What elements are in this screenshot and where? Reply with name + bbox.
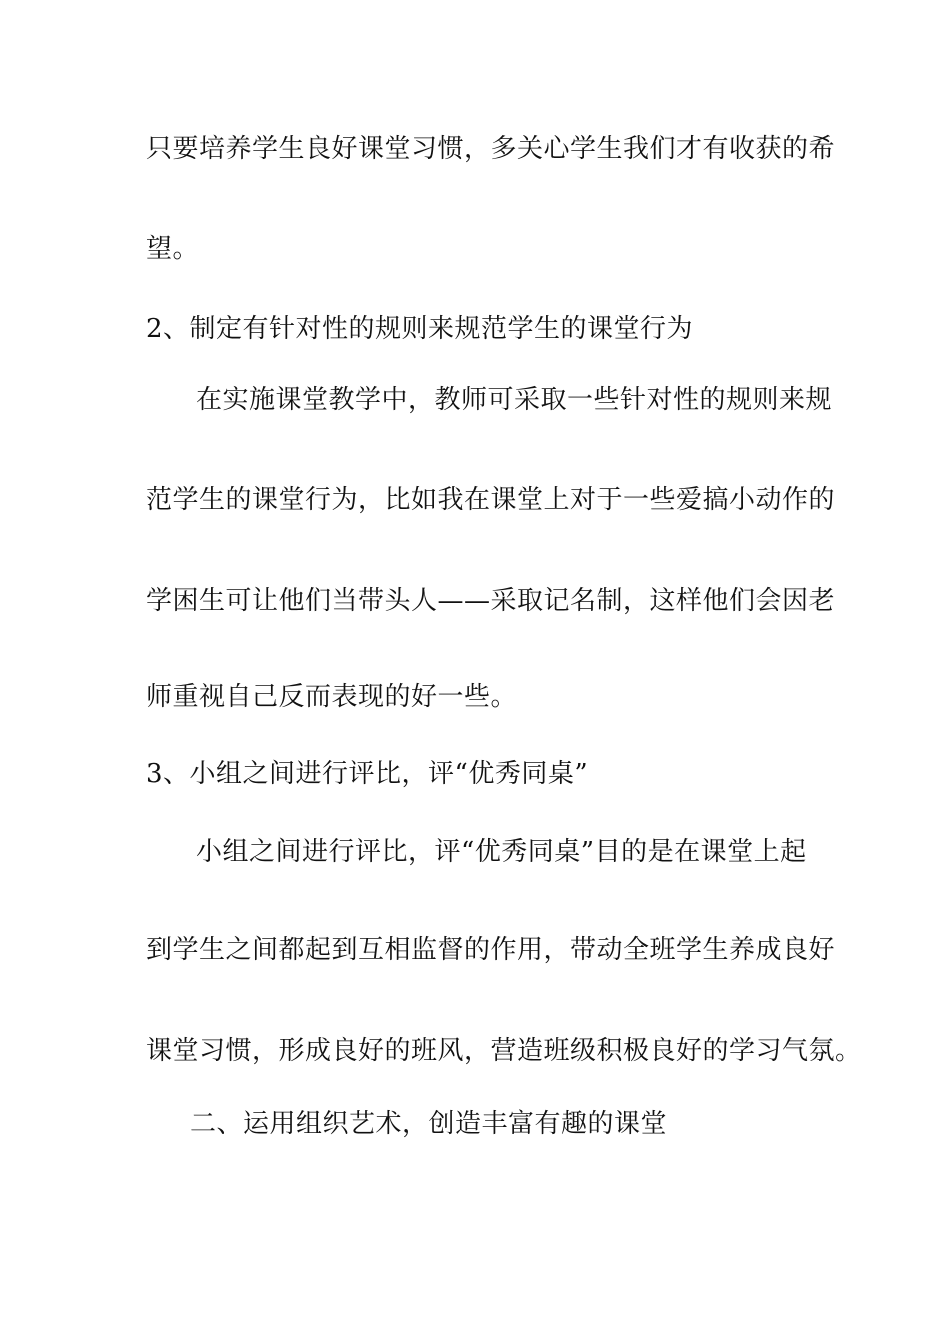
paragraph-line: 课堂习惯，形成良好的班风，营造班级积极良好的学习气氛。: [146, 1036, 862, 1066]
paragraph-line: 在实施课堂教学中，教师可采取一些针对性的规则来规: [196, 385, 833, 415]
paragraph-line: 只要培养学生良好课堂习惯，多关心学生我们才有收获的希: [146, 134, 836, 164]
paragraph-line: 望。: [146, 234, 200, 264]
paragraph-line: 到学生之间都起到互相监督的作用，带动全班学生养成良好: [146, 935, 836, 965]
section-heading-3: 3、小组之间进行评比，评“优秀同桌”: [146, 759, 589, 789]
chapter-heading: 二、运用组织艺术，创造丰富有趣的课堂: [190, 1109, 668, 1139]
section-heading-2: 2、制定有针对性的规则来规范学生的课堂行为: [146, 314, 694, 344]
paragraph-line: 师重视自己反而表现的好一些。: [146, 682, 518, 712]
paragraph-line: 学困生可让他们当带头人——采取记名制，这样他们会因老: [146, 586, 836, 616]
paragraph-line: 范学生的课堂行为，比如我在课堂上对于一些爱搞小动作的: [146, 485, 836, 515]
paragraph-line: 小组之间进行评比，评“优秀同桌”目的是在课堂上起: [196, 837, 807, 867]
